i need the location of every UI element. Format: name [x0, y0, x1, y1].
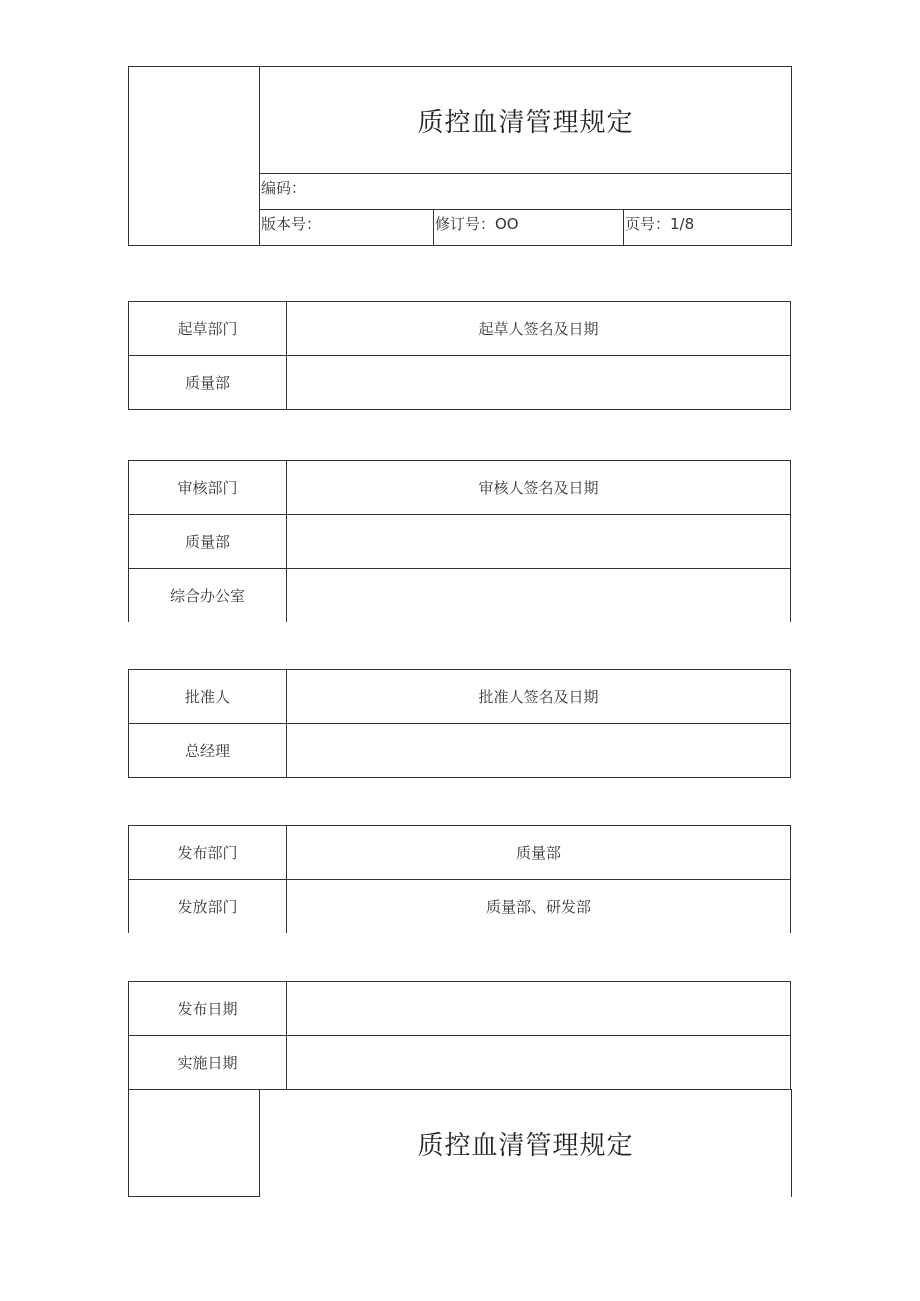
- draft-dept-header: 起草部门: [129, 302, 287, 356]
- revision-field: 修订号：OO: [434, 210, 624, 246]
- approver-sign-cell[interactable]: [287, 724, 791, 778]
- next-page-logo-cell: [129, 1090, 260, 1197]
- document-header: [128, 66, 792, 246]
- next-page-title: 质控血清管理规定: [260, 1090, 792, 1197]
- review-table: [128, 460, 791, 622]
- review-sign-cell-office[interactable]: [287, 569, 791, 623]
- distribute-dept-label: 发放部门: [129, 880, 287, 934]
- approval-table: [128, 669, 791, 778]
- review-dept-header: 审核部门: [129, 461, 287, 515]
- draft-sign-cell[interactable]: [287, 356, 791, 410]
- approver-sign-header: 批准人签名及日期: [287, 670, 791, 724]
- draft-table: [128, 301, 791, 410]
- draft-dept-quality: 质量部: [129, 356, 287, 410]
- publish-date-value[interactable]: [287, 982, 791, 1036]
- draft-sign-header: 起草人签名及日期: [287, 302, 791, 356]
- next-page-header: [128, 1089, 792, 1197]
- review-dept-quality: 质量部: [129, 515, 287, 569]
- publish-date-label: 发布日期: [129, 982, 287, 1036]
- release-table: [128, 825, 791, 933]
- distribute-dept-value: 质量部、研发部: [287, 880, 791, 934]
- publish-dept-label: 发布部门: [129, 826, 287, 880]
- effective-date-value[interactable]: [287, 1036, 791, 1090]
- approver-general-manager: 总经理: [129, 724, 287, 778]
- publish-dept-value: 质量部: [287, 826, 791, 880]
- dates-table: [128, 981, 791, 1090]
- code-field: 编码：: [260, 174, 792, 210]
- document-title: 质控血清管理规定: [260, 67, 792, 174]
- logo-cell: [129, 67, 260, 246]
- effective-date-label: 实施日期: [129, 1036, 287, 1090]
- page-number-field: 页号：1/8: [624, 210, 792, 246]
- review-sign-header: 审核人签名及日期: [287, 461, 791, 515]
- review-sign-cell-quality[interactable]: [287, 515, 791, 569]
- review-dept-office: 综合办公室: [129, 569, 287, 623]
- version-field: 版本号：: [260, 210, 434, 246]
- approver-header: 批准人: [129, 670, 287, 724]
